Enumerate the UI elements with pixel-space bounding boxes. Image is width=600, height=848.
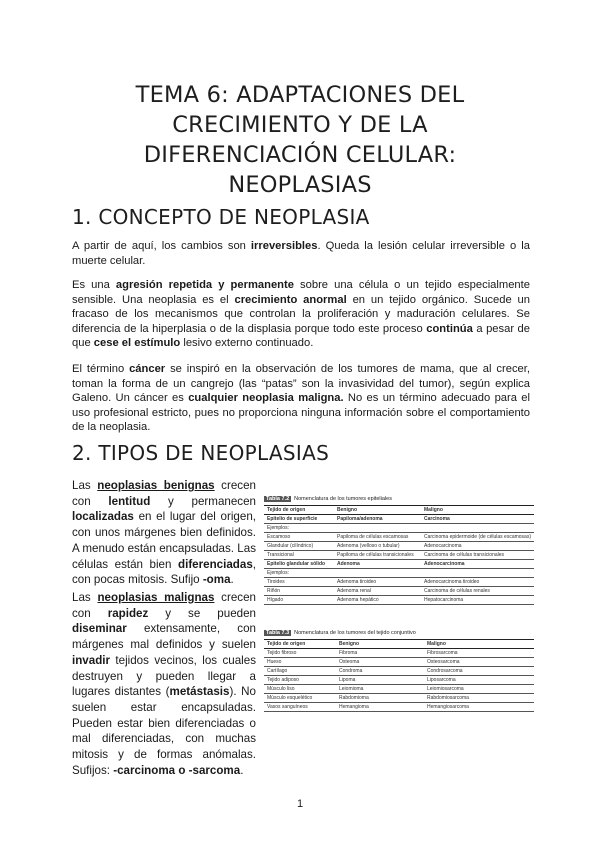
paragraph-definition: Es una agresión repetida y permanente sobre una célula o un tejido especialmente sensible. Una neoplasia es el crecimiento anormal en un tejido orgánico. Sucede un fracaso de los mecanismos que controlan la proliferación y maduración celulares. Se diferencia de la hiperplasia o de la displasia porque todo este proceso continúa a pesar de que cese el estímulo lesivo externo continuado. xyxy=(72,279,530,350)
table-caption: Tabla 7.2 Nomenclatura de los tumores epiteliales xyxy=(266,496,392,502)
table-cell: Escamoso xyxy=(264,533,334,542)
section-heading-concept: 1. CONCEPTO DE NEOPLASIA xyxy=(72,205,370,229)
paragraph-benign: Las neoplasias benignas crecen con lentitud y permanecen localizadas en el lugar del origen, con unos márgenes bien definidos. A menudo están encapsuladas. Las células están bien diferenciadas, con pocas mitosis. Sufijo -oma. xyxy=(72,479,256,587)
paragraph-cancer: El término cáncer se inspiró en la observación de los tumores de mama, que al crecer, toman la forma de un cangrejo (las “patas” son la invasividad del tumor), según explica Galeno. Un cáncer es cualquier neoplasia maligna. No es un término adecuado para el uso profesional estricto, pues no proporciona ninguna información sobre el comportamiento de la neoplasia. xyxy=(72,363,531,434)
connective-tumor-table xyxy=(264,630,534,712)
table-cell: Leiomiosarcoma xyxy=(424,685,534,694)
table-row xyxy=(264,515,534,524)
table-cell: Adenoma tiroideo xyxy=(334,578,421,587)
table-cell: Músculo esquelético xyxy=(264,694,336,703)
table-cell: Adenocarcinoma xyxy=(421,542,534,551)
table-cell: Carcinoma xyxy=(421,515,534,524)
table-cell: Transicional xyxy=(264,551,334,560)
table-row xyxy=(264,533,534,542)
table-caption: Tabla 7.3 Nomenclatura de los tumores del tejido conjuntivo xyxy=(266,630,416,636)
table xyxy=(264,639,534,712)
table-header-cell: Tejido de origen xyxy=(264,640,336,649)
table-cell: Adenoma hepático xyxy=(334,596,421,605)
table-cell: Hemangiosarcoma xyxy=(424,703,534,712)
table-cell: Papiloma de células escamosas xyxy=(334,533,421,542)
table-cell: Liposarcoma xyxy=(424,676,534,685)
table-row xyxy=(264,694,534,703)
table-cell: Adenoma (velloso o tubular) xyxy=(334,542,421,551)
table-cell: Tejido adiposo xyxy=(264,676,336,685)
table-cell: Papiloma de células transicionales xyxy=(334,551,421,560)
table-row xyxy=(264,569,534,578)
table-row xyxy=(264,587,534,596)
table-row xyxy=(264,685,534,694)
table-cell: Osteosarcoma xyxy=(424,658,534,667)
table-cell: Carcinoma epidermoide (de células escamosas) xyxy=(421,533,534,542)
table-cell: Condroma xyxy=(336,667,424,676)
table-header-row xyxy=(264,640,534,649)
page-number: 1 xyxy=(296,798,304,810)
table-cell: Hígado xyxy=(264,596,334,605)
table-row xyxy=(264,551,534,560)
page-title: TEMA 6: ADAPTACIONES DEL CRECIMIENTO Y DE LA DIFERENCIACIÓN CELULAR: NEOPLASIAS xyxy=(135,82,465,198)
table-cell: Hueso xyxy=(264,658,336,667)
table-cell: Lipoma xyxy=(336,676,424,685)
table-cell: Hepatocarcinoma xyxy=(421,596,534,605)
table-cell: Fibrosarcoma xyxy=(424,649,534,658)
table-cell: Ejemplos: xyxy=(264,524,334,533)
table-cell: Condrosarcoma xyxy=(424,667,534,676)
table-header-row xyxy=(264,506,534,515)
table-cell: Vasos sanguíneos xyxy=(264,703,336,712)
table-cell: Adenocarcinoma xyxy=(421,560,534,569)
table-cell: Tiroides xyxy=(264,578,334,587)
table-row xyxy=(264,578,534,587)
table-cell: Glandular (cilíndrico) xyxy=(264,542,334,551)
table-header-cell: Tejido de origen xyxy=(264,506,334,515)
table-cell: Adenoma renal xyxy=(334,587,421,596)
paragraph-malignant: Las neoplasias malignas crecen con rapidez y se pueden diseminar extensamente, con márgenes mal definidos y suelen invadir tejidos vecinos, los cuales destruyen y pueden llegar a lugares distantes (metástasis). No suelen estar encapsuladas. Pueden estar bien diferenciadas o mal diferenciadas, con muchas mitosis y de formas anómalas. Sufijos: -carcinoma o -sarcoma. xyxy=(72,591,257,777)
table-cell: Rabdomioma xyxy=(336,694,424,703)
table-cell: Músculo liso xyxy=(264,685,336,694)
table-row xyxy=(264,649,534,658)
table-cell: Tejido fibroso xyxy=(264,649,336,658)
table-cell xyxy=(334,569,421,578)
table-row xyxy=(264,658,534,667)
section-heading-types: 2. TIPOS DE NEOPLASIAS xyxy=(72,441,330,465)
table-cell: Riñón xyxy=(264,587,334,596)
table-cell: Fibroma xyxy=(336,649,424,658)
table-cell: Epitelio glandular sólido xyxy=(264,560,334,569)
epithelial-tumor-table xyxy=(264,496,534,605)
table-row xyxy=(264,542,534,551)
table-row xyxy=(264,667,534,676)
table-cell: Epitelio de superficie xyxy=(264,515,334,524)
table-cell: Cartílago xyxy=(264,667,336,676)
table-header-cell: Maligno xyxy=(424,640,534,649)
table-cell: Rabdomiosarcoma xyxy=(424,694,534,703)
paragraph-irreversible: A partir de aquí, los cambios son irreversibles. Queda la lesión celular irreversible o la muerte celular. xyxy=(72,240,530,267)
table-row xyxy=(264,703,534,712)
table-row xyxy=(264,524,534,533)
table-cell: Carcinoma de células renales xyxy=(421,587,534,596)
table-cell xyxy=(421,569,534,578)
table-cell: Adenocarcinoma tiroideo xyxy=(421,578,534,587)
table-row xyxy=(264,676,534,685)
table xyxy=(264,505,534,605)
table-cell: Leiomioma xyxy=(336,685,424,694)
table-row xyxy=(264,560,534,569)
table-cell: Adenoma xyxy=(334,560,421,569)
table-cell xyxy=(334,524,421,533)
table-header-cell: Benigno xyxy=(336,640,424,649)
table-cell: Osteoma xyxy=(336,658,424,667)
table-cell: Hemangioma xyxy=(336,703,424,712)
table-header-cell: Maligno xyxy=(421,506,534,515)
table-row xyxy=(264,596,534,605)
table-cell xyxy=(421,524,534,533)
table-cell: Ejemplos: xyxy=(264,569,334,578)
table-header-cell: Benigno xyxy=(334,506,421,515)
table-cell: Carcinoma de células transicionales xyxy=(421,551,534,560)
table-cell: Papiloma/adenoma xyxy=(334,515,421,524)
